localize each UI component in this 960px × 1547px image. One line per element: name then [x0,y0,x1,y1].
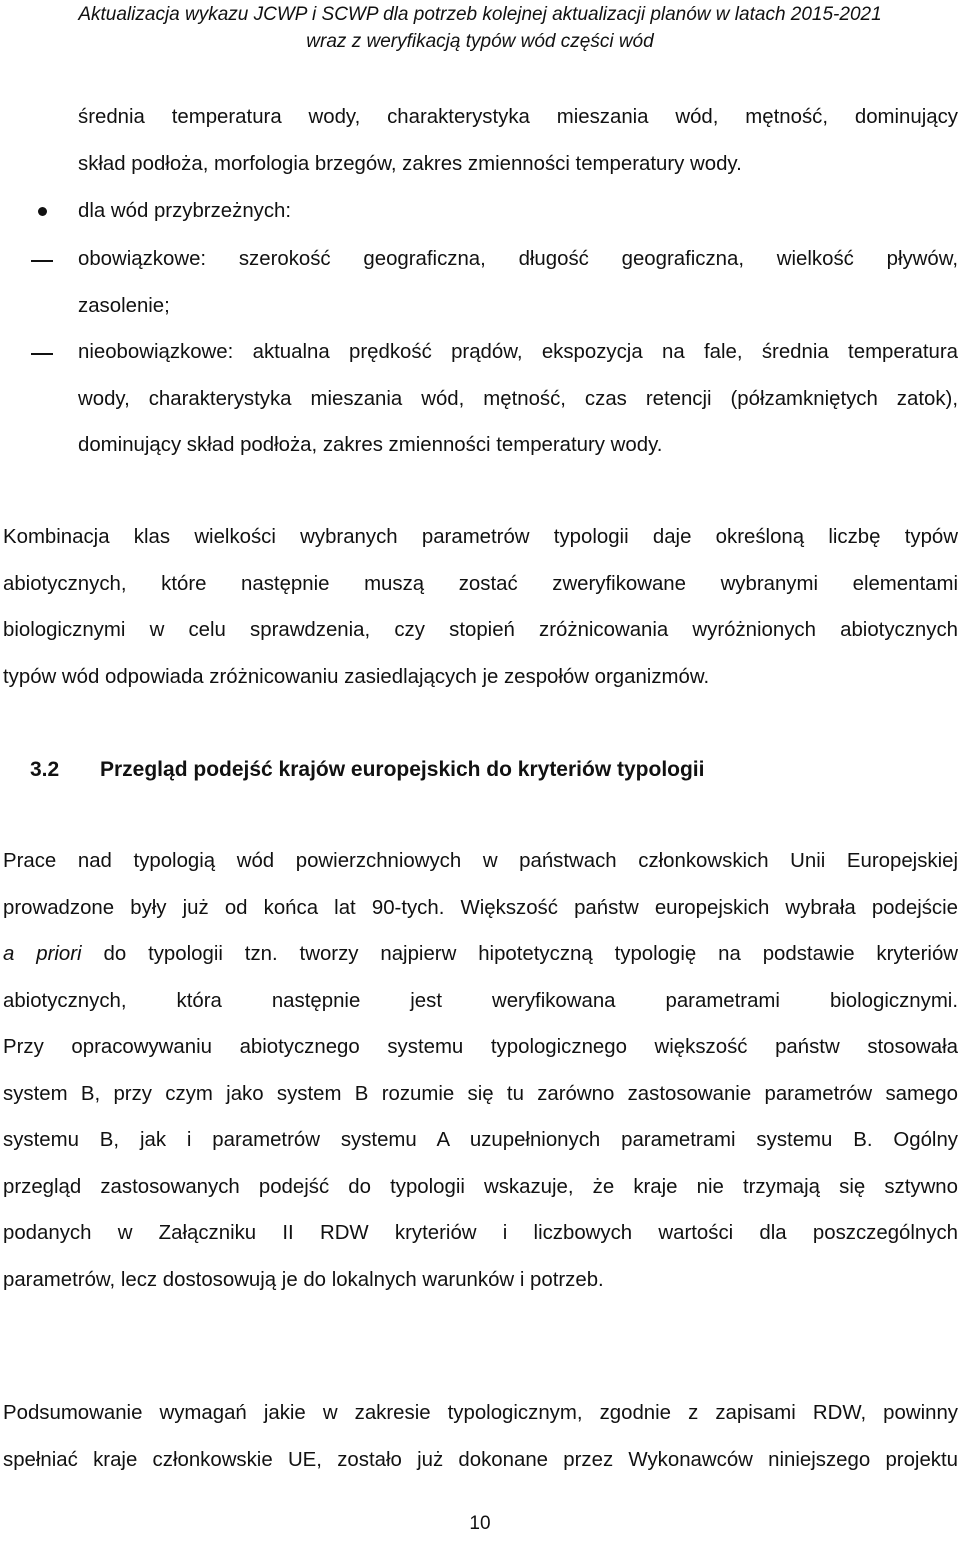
dash-item-1-line-1: obowiązkowe: szerokość geograficzna, długość geograficzna, wielkość pływów, [78,248,958,270]
paragraph-2-line-4: abiotycznych, która następnie jest weryfikowana parametrami biologicznymi. [3,989,958,1012]
intro-line-2: skład podłoża, morfologia brzegów, zakres zmienności temperatury wody. [78,152,742,175]
page-number: 10 [469,1513,491,1534]
dash-item-mandatory [78,236,958,329]
dash-item-2-line-3: dominujący skład podłoża, zakres zmienności temperatury wody. [78,434,663,456]
dash-item-2-line-2: wody, charakterystyka mieszania wód, mętność, czas retencji (półzamkniętych zatok), [78,387,958,410]
section-title: Przegląd podejść krajów europejskich do kryteriów typologii [100,758,705,781]
paragraph-2-line-10: parametrów, lecz dostosowują je do lokalnych warunków i potrzeb. [3,1268,604,1291]
header-line-2: wraz z weryfikacją typów wód części wód [306,31,654,52]
paragraph-3-line-1: Podsumowanie wymagań jakie w zakresie typologicznym, zgodnie z zapisami RDW, powinny [3,1402,958,1424]
paragraph-2-line-1: Prace nad typologią wód powierzchniowych w państwach członkowskich Unii Europejskiej [3,850,958,872]
dash-icon [31,260,53,262]
paragraph-typology-combination [3,514,958,700]
paragraph-3-line-2: spełniać kraje członkowskie UE, zostało już dokonane przez Wykonawców niniejszego projektu [3,1448,958,1471]
dash-icon [31,353,53,355]
dash-item-1-line-2: zasolenie; [78,294,170,317]
paragraph-2-line-6: system B, przy czym jako system B rozumie się tu zarówno zastosowanie parametrów samego [3,1082,958,1105]
paragraph-1-line-4: typów wód odpowiada zróżnicowaniu zasiedlających je zespołów organizmów. [3,665,710,688]
paragraph-2-line-3 [3,931,958,978]
paragraph-summary [3,1390,958,1483]
paragraph-2-line-3-rest: do typologii tzn. tworzy najpierw hipotetyczną typologię na podstawie kryteriów [81,943,959,965]
section-number: 3.2 [30,758,60,781]
paragraph-1-line-3: biologicznymi w celu sprawdzenia, czy stopień zróżnicowania wyróżnionych abiotycznych [3,619,958,641]
bullet-icon [38,207,47,216]
header-line-1: Aktualizacja wykazu JCWP i SCWP dla potrzeb kolejnej aktualizacji planów w latach 2015-2021 [78,4,882,25]
paragraph-2-line-9: podanych w Załączniku II RDW kryteriów i liczbowych wartości dla poszczególnych [3,1222,958,1244]
paragraph-european-approaches [3,838,958,1303]
dash-item-optional [78,329,958,469]
paragraph-1-line-1: Kombinacja klas wielkości wybranych parametrów typologii daje określoną liczbę typów [3,526,958,548]
intro-continuation [78,94,958,187]
paragraph-1-line-2: abiotycznych, które następnie muszą zostać zweryfikowane wybranymi elementami [3,572,958,595]
bullet-item-coastal [0,188,960,234]
intro-line-1: średnia temperatura wody, charakterystyka mieszania wód, mętność, dominujący [78,106,958,128]
paragraph-2-line-5: Przy opracowywaniu abiotycznego systemu typologicznego większość państw stosowała [3,1036,958,1058]
dash-item-2-line-1: nieobowiązkowe: aktualna prędkość prądów, ekspozycja na fale, średnia temperatura [78,341,958,363]
italic-term: a priori [3,943,82,965]
paragraph-2-line-8: przegląd zastosowanych podejść do typologii wskazuje, że kraje nie trzymają się sztywno [3,1175,958,1198]
bullet-label: dla wód przybrzeżnych: [78,200,292,222]
paragraph-2-line-2: prowadzone były już od końca lat 90-tych. Większość państw europejskich wybrała podejście [3,896,958,919]
paragraph-2-line-7: systemu B, jak i parametrów systemu A uzupełnionych parametrami systemu B. Ogólny [3,1129,958,1151]
